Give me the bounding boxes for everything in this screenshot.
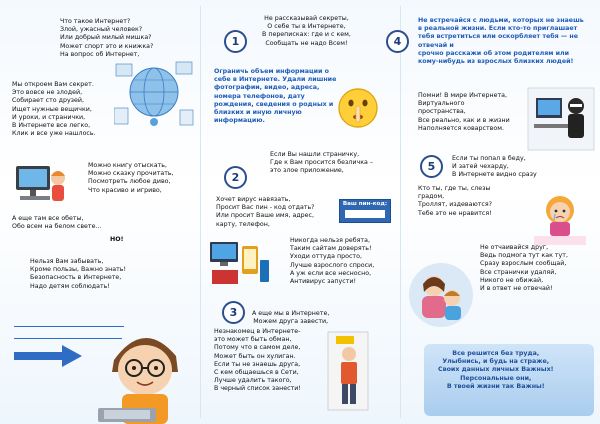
panel-left — [0, 0, 200, 424]
step1-poem: Не рассказывай секреты, О себе ты в Интернете, В переписках: где и с кем, Сообщать не надо Всем! — [262, 15, 351, 47]
step2-intro: Если Вы нашли страничку, Где к Вам просится безличка – это злое приложение, — [270, 151, 374, 175]
stranger-with-card-illustration — [324, 328, 372, 414]
arrow-right-icon — [14, 344, 84, 368]
step-number-4: 4 — [386, 30, 409, 53]
step5-question: Кто ты, где ты, слезы градом, Троллят, издеваются? Тебе это не нравится! — [418, 185, 493, 217]
step5-intro: Если ты попал в беду, И затей чехарду, В Интернете видно сразу — [452, 155, 537, 179]
step-number-1: 1 — [224, 30, 247, 53]
child-at-computer-illustration — [12, 160, 67, 208]
panel-divider — [400, 6, 401, 418]
step-number-2: 2 — [224, 166, 247, 189]
step5-advice: Не отчаивайся друг, Ведь подмога тут как тут, Сразу взрослым сообщай, Все странички удаляй, Никого не обижай, И в ответ не отвечай! — [480, 244, 568, 293]
rules-poem: Нельзя Вам забывать, Кроме пользы, Важно знать! Безопасность в Интернете, Надо детям соблюдать! — [30, 258, 127, 290]
book-poem: Можно книгу отыскать, Можно сказку прочитать, Посмотреть любое диво, Что красиво и игриво, — [88, 162, 174, 194]
final-message: Все решится без труда, Улыбнись, и будь на страже, Своих данных личных Важных! Персональные они, В твоей жизни так Важны! — [438, 350, 554, 390]
step2-advice: Никогда нельзя ребята, Таким сайтам доверять! Уходи оттуда просто, Лучше взрослого спроси, А уж если все несносно, Антивирус запусти! — [290, 237, 375, 286]
white-world-line: А еще там все обеты, Обо всем на белом свете... — [12, 215, 102, 231]
hacker-at-computer-illustration — [526, 84, 596, 154]
step4-poem: Помни! В мире Интернета, Виртуального пространства, Все реально, как и в жизни Наполняется коварством. — [418, 92, 510, 132]
step4-rule: Не встречайся с людьми, которых не знаешь в реальной жизни. Если кто-то приглашает тебя встретиться или оскорбляет тебя — не отвечай и срочно расскажи об этом родителям или кому-нибудь из взрослых близких людей! — [418, 17, 584, 66]
internet-globe-illustration — [114, 58, 194, 128]
panel-divider — [200, 6, 201, 418]
step1-rule: Ограничь объем информации о себе в Интернете. Удали лишние фотографии, видео, адреса, номера телефонов, дату рождения, сведения о родных и близких и иную личную информацию. — [214, 68, 337, 125]
pin-code-field — [345, 210, 385, 218]
final-message-bubble — [424, 344, 594, 416]
intro-poem: Что такое Интернет? Злой, ужасный человек? Или добрый милый мишка? Может спорт это и книжка? На вопрос об Интернет, — [60, 18, 154, 58]
boy-with-glasses-illustration — [92, 312, 196, 424]
step-number-3: 3 — [222, 301, 245, 324]
step2-question: Хочет вирус навязать, Просит Вас пин - код отдать? Или просит Ваше имя, адрес, карту, телефон, — [216, 196, 315, 228]
step-number-5: 5 — [420, 155, 443, 178]
shush-emoji-icon — [336, 86, 380, 130]
pin-code-label: Ваш пин-код: — [342, 201, 388, 207]
crying-girl-illustration — [532, 190, 588, 246]
step3-poem: Незнакомец в Интернете- это может быть обман, Потому что в самом деле, Может быть он хулиган. Если ты не знаешь друга, С кем общаешься в Сети, Лучше удалить такого, В черный список занести! — [214, 328, 301, 393]
secret-poem: Мы откроем Вам секрет. Это вовсе не злодей, Собирает сто друзей, Ищет нужные вещички, И уроки, и странички, В Интернете все легко, Клик и все уже нашлось. — [12, 81, 96, 138]
mother-and-child-illustration — [408, 262, 474, 328]
but-exclamation: НО! — [110, 236, 124, 243]
pin-code-box — [339, 199, 391, 223]
step3-intro: А еще мы в Интернете, Можем друга завести, — [252, 310, 330, 326]
devices-illustration — [208, 240, 270, 286]
